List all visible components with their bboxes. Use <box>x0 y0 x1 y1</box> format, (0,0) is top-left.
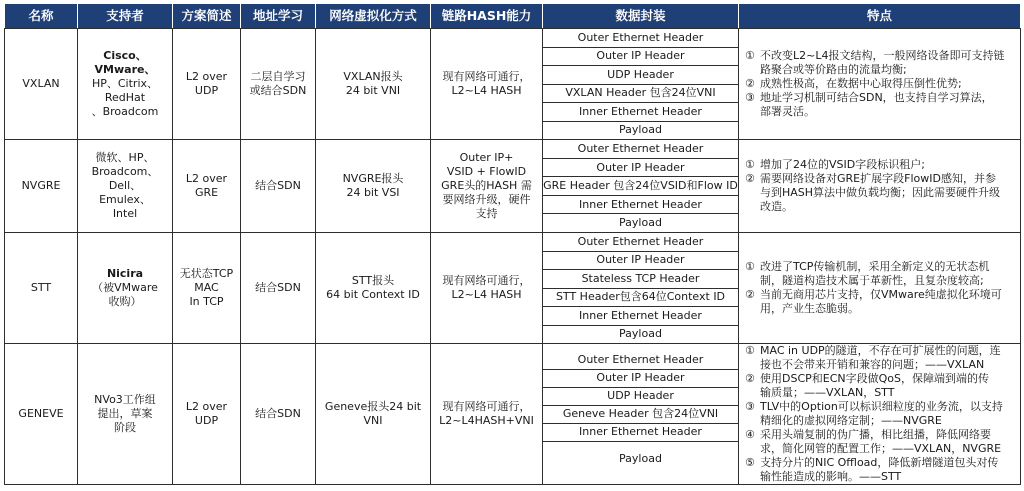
feature-text <box>760 260 989 288</box>
virtualization-cell <box>316 140 431 233</box>
feature-line: 求，简化网管的配置工作；——VXLAN，NVGRE <box>760 442 1002 455</box>
encapsulation-layer: Outer Ethernet Header <box>543 352 738 370</box>
feature-text <box>760 158 925 172</box>
scheme-line: L2 over <box>185 400 228 413</box>
address-line: 结合SDN <box>255 179 301 192</box>
encapsulation-layer: Stateless TCP Header <box>543 270 738 289</box>
feature-line: MAC in UDP的隧道，不存在可扩展性的问题，连 <box>760 344 1001 357</box>
scheme-cell <box>173 344 241 485</box>
feature-line: 需要网络设备对GRE扩展字段FlowID感知，并参 <box>760 172 996 185</box>
encapsulation-layer-row <box>543 307 738 326</box>
feature-item <box>745 428 1016 456</box>
encapsulation-layer: Outer IP Header <box>543 251 738 270</box>
feature-item <box>745 91 1016 119</box>
feature-item <box>745 158 1016 172</box>
encapsulation-layer-row <box>543 158 738 177</box>
encapsulation-layer-row <box>543 177 738 196</box>
table-row <box>5 29 1021 140</box>
virt-line: 24 bit VSI <box>346 186 400 199</box>
feature-line: 制，隧道构造技术属于革新性，且复杂度较高; <box>760 274 984 287</box>
encapsulation-layer-row <box>543 270 738 289</box>
encapsulation-layer-row <box>543 441 738 477</box>
header-hash: 链路HASH能力 <box>431 4 543 29</box>
encapsulation-layer-row <box>543 121 738 139</box>
feature-text <box>760 372 989 400</box>
hash-line: L2~L4HASH+VNI <box>439 414 534 427</box>
encapsulation-layer: Outer Ethernet Header <box>543 233 738 251</box>
encapsulation-layer-row <box>543 47 738 66</box>
hash-line: Outer IP+ <box>459 151 514 164</box>
feature-line: 输性能造成的影响。——STT <box>760 470 902 483</box>
scheme-line: MAC <box>194 281 219 294</box>
supporter-line: RedHat <box>104 91 146 104</box>
supporter-line: Cisco、 <box>103 49 147 62</box>
hash-line: GRE头的HASH 需 <box>441 179 532 192</box>
scheme-line: UDP <box>194 414 219 427</box>
feature-item <box>745 172 1016 214</box>
feature-text <box>760 172 1000 214</box>
feature-item <box>745 49 1016 77</box>
address-line: 结合SDN <box>255 281 301 294</box>
supporter-line: NVo3工作组 <box>94 393 156 406</box>
scheme-line: L2 over <box>185 70 228 83</box>
supporter-line: VMware、 <box>94 63 156 76</box>
feature-text <box>760 428 1001 456</box>
encapsulation-layer-row <box>543 405 738 423</box>
encapsulation-stack <box>543 29 738 139</box>
encapsulation-layer-row <box>543 369 738 387</box>
header-name: 名称 <box>5 4 78 29</box>
encapsulation-layer-row <box>543 195 738 214</box>
supporter-line: （被VMware <box>92 281 158 294</box>
hash-cell <box>431 233 543 344</box>
feature-number: ② <box>745 77 755 90</box>
encapsulation-layer-row <box>543 387 738 405</box>
header-supporters: 支持者 <box>78 4 173 29</box>
encapsulation-layer: Outer IP Header <box>543 47 738 66</box>
feature-number: ② <box>745 172 755 185</box>
encapsulation-layer: UDP Header <box>543 66 738 85</box>
protocol-name: VXLAN <box>5 29 78 140</box>
feature-text <box>760 288 1002 316</box>
feature-line: 成熟性极高，在数据中心取得压倒性优势; <box>760 77 962 90</box>
virt-line: NVGRE报头 <box>342 172 404 185</box>
supporter-line: 收购） <box>108 295 142 308</box>
hash-line: 支持 <box>475 207 498 220</box>
encapsulation-layer: UDP Header <box>543 387 738 405</box>
encapsulation-layer: Geneve Header 包含24位VNI <box>543 405 738 423</box>
hash-line: 现有网络可通行， <box>442 274 531 287</box>
feature-line: 不改变L2~L4报文结构，一般网络设备即可支持链 <box>760 49 1005 62</box>
encapsulation-cell <box>543 29 739 140</box>
encapsulation-layer-row <box>543 325 738 343</box>
supporters-cell <box>78 29 173 140</box>
feature-number: ③ <box>745 91 755 104</box>
feature-line: TLV中的Option可以标识细粒度的业务流，以支持 <box>760 400 1003 413</box>
feature-item <box>745 260 1016 288</box>
feature-item <box>745 372 1016 400</box>
encapsulation-layer: Payload <box>619 123 662 137</box>
features-cell <box>739 140 1021 233</box>
address-learning-cell <box>241 29 316 140</box>
scheme-line: In TCP <box>189 295 224 308</box>
table-row <box>5 344 1021 485</box>
encapsulation-layer: Payload <box>619 327 662 341</box>
feature-item <box>745 77 1016 91</box>
address-line: 二层自学习 <box>250 70 306 83</box>
supporter-line: Intel <box>112 207 138 220</box>
feature-number: ③ <box>745 400 755 413</box>
hash-line: 现有网络可通行， <box>442 70 531 83</box>
scheme-cell <box>173 29 241 140</box>
scheme-cell <box>173 140 241 233</box>
header-encapsulation: 数据封装 <box>543 4 739 29</box>
features-cell <box>739 29 1021 140</box>
feature-number: ① <box>745 49 755 62</box>
encapsulation-layer-row <box>543 214 738 232</box>
address-learning-cell <box>241 140 316 233</box>
hash-line: L2~L4 HASH <box>451 288 522 301</box>
supporter-line: Dell、 <box>108 179 142 192</box>
virt-line: STT报头 <box>351 274 395 287</box>
supporter-line: 、Broadcom <box>91 105 159 118</box>
feature-line: 支持分片的NIC Offload，降低新增隧道包头对传 <box>760 456 999 469</box>
encapsulation-layer: Inner Ethernet Header <box>543 103 738 122</box>
encapsulation-layer-row <box>543 251 738 270</box>
virtualization-cell <box>316 29 431 140</box>
feature-item <box>745 288 1016 316</box>
virt-line: Geneve报头24 bit <box>324 400 422 413</box>
address-line: 或结合SDN <box>249 84 307 97</box>
feature-line: 精细化的虚拟网络定制；——NVGRE <box>760 414 942 427</box>
feature-number: ① <box>745 158 755 171</box>
encapsulation-layer: Outer IP Header <box>543 158 738 177</box>
hash-line: L2~L4 HASH <box>451 84 522 97</box>
header-virtualization: 网络虚拟化方式 <box>316 4 431 29</box>
feature-item <box>745 400 1016 428</box>
encapsulation-layer: Inner Ethernet Header <box>543 423 738 441</box>
scheme-line: GRE <box>194 186 219 199</box>
encapsulation-cell <box>543 344 739 485</box>
supporter-line: 提出，草案 <box>97 407 153 420</box>
supporter-line: Emulex、 <box>99 193 151 206</box>
protocol-name: STT <box>5 233 78 344</box>
encapsulation-layer: GRE Header 包含24位VSID和Flow ID <box>543 177 738 196</box>
hash-cell <box>431 344 543 485</box>
encapsulation-layer: Payload <box>619 452 662 465</box>
supporter-line: 阶段 <box>114 421 136 434</box>
virt-line: VNI <box>363 414 383 427</box>
scheme-line: UDP <box>194 84 219 97</box>
feature-line: 当前无商用芯片支持，仅VMware纯虚拟化环境可 <box>760 288 1002 301</box>
supporters-cell <box>78 344 173 485</box>
hash-line: 现有网络可通行， <box>442 400 531 413</box>
protocol-name: GENEVE <box>5 344 78 485</box>
scheme-line: L2 over <box>185 172 228 185</box>
hash-cell <box>431 29 543 140</box>
feature-text <box>760 49 1004 77</box>
feature-line: 改进了TCP传输机制，采用全新定义的无状态机 <box>760 260 990 273</box>
feature-line: 输质量；——VXLAN，STT <box>760 386 895 399</box>
table-row <box>5 233 1021 344</box>
feature-line: 接也不会带来开销和兼容的问题；——VXLAN <box>760 358 985 371</box>
feature-number: ② <box>745 372 755 385</box>
feature-text <box>760 91 993 119</box>
feature-number: ④ <box>745 428 755 441</box>
header-address-learning: 地址学习 <box>241 4 316 29</box>
encapsulation-layer: Outer Ethernet Header <box>543 140 738 158</box>
scheme-line: 无状态TCP <box>179 267 234 280</box>
feature-line: 路聚合或等价路由的流量均衡; <box>760 63 907 76</box>
supporter-line: HP、Citrix、 <box>91 77 159 90</box>
encapsulation-layer: Outer IP Header <box>543 369 738 387</box>
feature-number: ① <box>745 260 755 273</box>
virt-line: 24 bit VNI <box>345 84 401 97</box>
supporter-line: Nicira <box>106 267 144 280</box>
feature-text <box>760 344 1001 372</box>
encapsulation-cell <box>543 140 739 233</box>
comparison-table <box>4 3 1021 485</box>
feature-text <box>760 400 1003 428</box>
feature-line: 与到HASH算法中做负载均衡；因此需要硬件升级 <box>760 186 1001 199</box>
header-features: 特点 <box>739 4 1021 29</box>
address-line: 结合SDN <box>255 407 301 420</box>
encapsulation-cell <box>543 233 739 344</box>
encapsulation-layer: Inner Ethernet Header <box>543 195 738 214</box>
encapsulation-layer-row <box>543 288 738 307</box>
encapsulation-layer-row <box>543 66 738 85</box>
supporter-line: Broadcom、 <box>91 165 159 178</box>
supporters-cell <box>78 140 173 233</box>
virt-line: 64 bit Context ID <box>326 288 420 301</box>
encapsulation-layer: VXLAN Header 包含24位VNI <box>543 84 738 103</box>
address-learning-cell <box>241 233 316 344</box>
feature-text <box>760 456 998 484</box>
scheme-cell <box>173 233 241 344</box>
feature-line: 部署灵活。 <box>760 105 815 118</box>
feature-number: ② <box>745 288 755 301</box>
encapsulation-stack <box>543 140 738 232</box>
virtualization-cell <box>316 344 431 485</box>
encapsulation-layer-row <box>543 233 738 251</box>
hash-line: VSID + FlowID <box>446 165 527 178</box>
table-row <box>5 140 1021 233</box>
encapsulation-layer-row <box>543 103 738 122</box>
encapsulation-layer-row <box>543 423 738 441</box>
encapsulation-layer: STT Header包含64位Context ID <box>543 288 738 307</box>
feature-line: 增加了24位的VSID字段标识租户; <box>760 158 925 171</box>
encapsulation-layer-row <box>543 352 738 370</box>
feature-number: ① <box>745 344 755 357</box>
hash-line: 要网络升级，硬件 <box>442 193 531 206</box>
encapsulation-layer: Inner Ethernet Header <box>543 307 738 326</box>
feature-line: 地址学习机制可结合SDN，也支持自学习算法， <box>760 91 993 104</box>
protocol-name: NVGRE <box>5 140 78 233</box>
encapsulation-layer: Outer Ethernet Header <box>543 29 738 47</box>
feature-line: 使用DSCP和ECN字段做QoS，保障端到端的传 <box>760 372 989 385</box>
feature-line: 用，产业生态脆弱。 <box>760 302 859 315</box>
encapsulation-stack <box>543 352 738 477</box>
encapsulation-layer-row <box>543 140 738 158</box>
supporters-cell <box>78 233 173 344</box>
virt-line: VXLAN报头 <box>343 70 403 83</box>
header-scheme: 方案简述 <box>173 4 241 29</box>
header-row <box>5 4 1021 29</box>
features-cell <box>739 233 1021 344</box>
features-cell <box>739 344 1021 485</box>
feature-line: 采用头端复制的伪广播，相比组播，降低网络要 <box>760 428 991 441</box>
feature-number: ⑤ <box>745 456 755 469</box>
encapsulation-layer-row <box>543 29 738 47</box>
feature-line: 改造。 <box>760 200 793 213</box>
supporter-line: 微软、HP、 <box>95 151 155 164</box>
feature-item <box>745 456 1016 484</box>
hash-cell <box>431 140 543 233</box>
address-learning-cell <box>241 344 316 485</box>
feature-text <box>760 77 962 91</box>
encapsulation-layer: Payload <box>619 216 662 229</box>
feature-item <box>745 344 1016 372</box>
virtualization-cell <box>316 233 431 344</box>
encapsulation-stack <box>543 233 738 343</box>
encapsulation-layer-row <box>543 84 738 103</box>
